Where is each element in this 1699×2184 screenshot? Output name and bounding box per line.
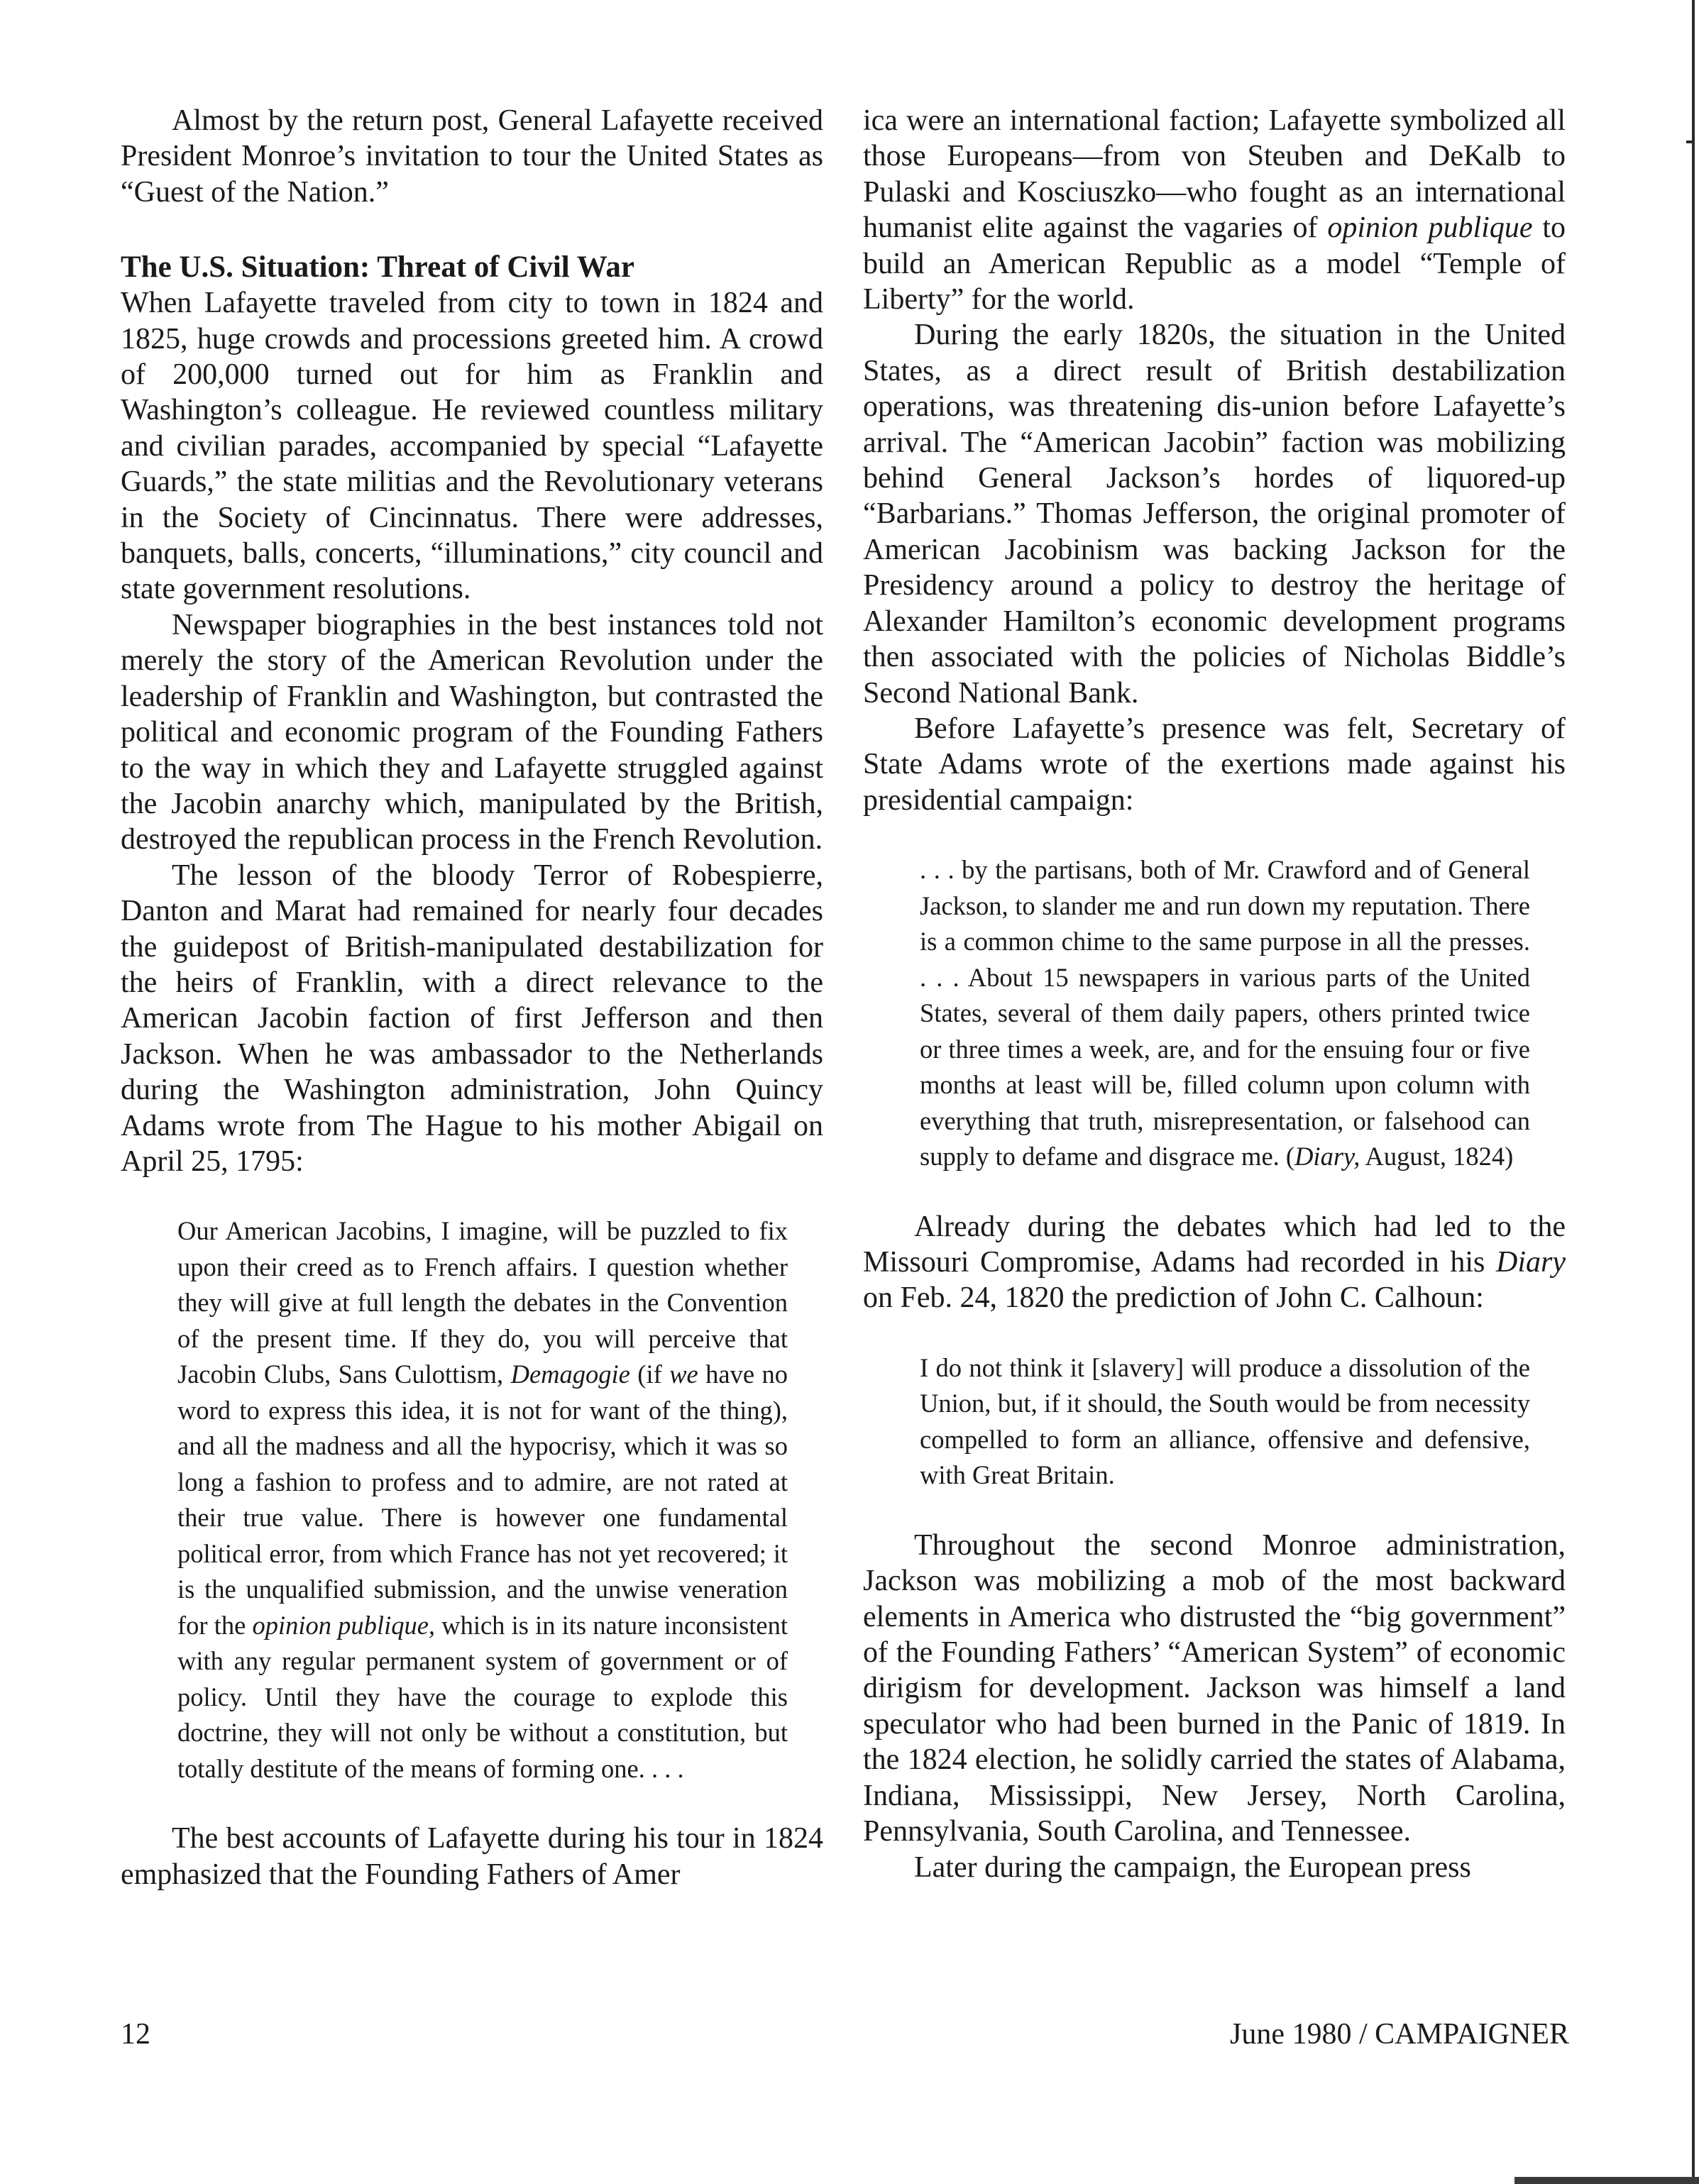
quote-text: Our American Jacobins, I imagine, will be puzzled to fix upon their creed as to French affairs. I question whether they will give at full length the debates in the Convention of the present time. If they do, you will perceive that Jacobin Clubs, Sans Culottism,: [177, 1216, 788, 1389]
paragraph-lafayette-travels: When Lafayette traveled from city to town in 1824 and 1825, huge crowds and processions greeted him. A crowd of 200,000 turned out for him as Franklin and Washington’s colleague. He reviewed countless military and civilian parades, accompanied by special “Lafayette Guards,” the state militias and the Revolutionary veterans in the Society of Cincinnatus. There were addresses, banquets, balls, concerts, “illuminations,” city council and state government resolutions.: [121, 287, 823, 606]
paragraph-international-faction: [863, 103, 1566, 317]
paragraph-missouri-compromise: [863, 1209, 1566, 1316]
quote-italic-opinion-publique: opinion publique,: [252, 1610, 436, 1640]
paragraph-european-press: Later during the campaign, the European press: [914, 1851, 1471, 1884]
paragraph-before-presence: Before Lafayette’s presence was felt, Secretary of State Adams wrote of the exertions made against his presidential campaign:: [863, 712, 1566, 817]
quote-text: August, 1824): [1360, 1142, 1514, 1171]
paragraph-best-accounts: The best accounts of Lafayette during his tour in 1824 emphasized that the Founding Fathers of Amer: [121, 1822, 823, 1891]
paragraph-text: ica were an international faction; Lafayette symbolized all those Europeans—from von Steuben and DeKalb to Pulaski and Kosciuszko—who fought as an international humanist elite against the vagaries of: [863, 104, 1566, 245]
left-column: [121, 103, 823, 1892]
paragraph-text: to build an American Republic as a model “Temple of Liberty” for the world.: [863, 211, 1566, 316]
blockquote-adams-diary: [920, 852, 1530, 1175]
page-edge-shadow: [1514, 2177, 1699, 2184]
paragraph-early-1820s: During the early 1820s, the situation in the United States, as a direct result of British destabilization operations, was threatening dis-union before Lafayette’s arrival. The “American Jacobin” faction was mobilizing behind General Jackson’s hordes of liquored-up “Barbarians.” Thomas Jefferson, the original promoter of American Jacobinism was backing Jackson for the Presidency around a policy to destroy the heritage of Alexander Hamilton’s economic development programs then associated with the policies of Nicholas Biddle’s Second National Bank.: [863, 319, 1566, 710]
quote-text: have no word to express this idea, it is not for want of the thing), and all the madness and all the hypocrisy, which it was so long a fashion to profess and to admire, are not rated at their true value. There is however one fundamental political error, from which France has not yet recovered; it is the unqualified submission, and the unwise veneration for the: [177, 1360, 788, 1640]
paragraph-newspaper-biographies: Newspaper biographies in the best instances told not merely the story of the American Revolution under the leadership of Franklin and Washington, but contrasted the political and economic program of the Founding Fathers to the way in which they and Lafayette struggled against the Jacobin anarchy which, manipulated by the British, destroyed the republican process in the French Revolution.: [121, 608, 823, 856]
italic-opinion-publique: opinion publique: [1327, 211, 1533, 245]
quote-italic-demagogie: Demagogie: [510, 1360, 630, 1389]
quote-italic-we: we: [669, 1360, 698, 1389]
paragraph-text: Already during the debates which had led to the Missouri Compromise, Adams had recorded in his: [863, 1210, 1566, 1279]
quote-text: (if: [629, 1360, 670, 1389]
quote-text: . . . by the partisans, both of Mr. Crawford and of General Jackson, to slander me and run down my reputation. There is a common chime to the same purpose in all the presses. . . . About 15 newspapers in various parts of the United States, several of them daily papers, others printed twice or three times a week, are, and for the ensuing four or five months at least will be, filled column upon column with everything that truth, misrepresentation, or falsehood can supply to defame and disgrace me. (: [920, 855, 1530, 1171]
paragraph-second-monroe-administration: Throughout the second Monroe administration, Jackson was mobilizing a mob of the most backward elements in America who distrusted the “big government” of the Founding Fathers’ “American System” of economic dirigism for development. Jackson was himself a land speculator who had been burned in the Panic of 1819. In the 1824 election, he solidly carried the states of Alabama, Indiana, Mississippi, New Jersey, North Carolina, Pennsylvania, South Carolina, and Tennessee.: [863, 1528, 1566, 1848]
running-foot: June 1980 / CAMPAIGNER: [1230, 2018, 1569, 2051]
page-edge-rule: [1692, 0, 1695, 2184]
blockquote-adams-letter: [177, 1213, 788, 1787]
paragraph-text: on Feb. 24, 1820 the prediction of John C. Calhoun:: [863, 1281, 1484, 1315]
paragraph-lesson-of-terror: The lesson of the bloody Terror of Robespierre, Danton and Marat had remained for nearly four decades the guidepost of British-manipulated destabilization for the heirs of Franklin, with a direct relevance to the American Jacobin faction of first Jefferson and then Jackson. When he was ambassador to the Netherlands during the Washington administration, John Quincy Adams wrote from The Hague to his mother Abigail on April 25, 1795:: [121, 859, 823, 1178]
section-heading: The U.S. Situation: Threat of Civil War: [121, 250, 634, 285]
italic-diary: Diary: [1496, 1246, 1566, 1279]
right-column: [863, 103, 1566, 1885]
quote-text: which is in its nature inconsistent with any regular permanent system of government or of policy. Until they have the courage to explode this doctrine, they will not only be without a constitution, but totally destitute of the means of forming one. . . .: [177, 1610, 788, 1783]
quote-italic-diary: Diary,: [1294, 1142, 1360, 1171]
blockquote-calhoun: I do not think it [slavery] will produce a dissolution of the Union, but, if it should, the South would be from necessity compelled to form an alliance, offensive and defensive, with Great Britain.: [920, 1352, 1530, 1490]
page-edge-tick: [1686, 140, 1695, 143]
page-number: 12: [121, 2018, 150, 2051]
paragraph-monroe-invitation: Almost by the return post, General Lafayette received President Monroe’s invitation to tour the United States as “Guest of the Nation.”: [121, 104, 823, 209]
